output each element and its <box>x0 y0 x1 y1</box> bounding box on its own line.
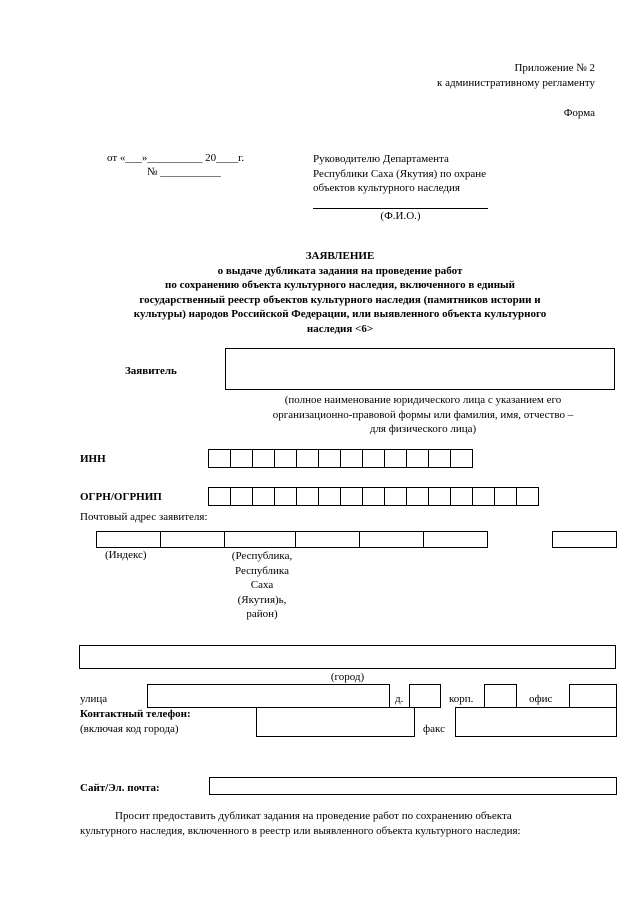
phone-label: Контактный телефон: <box>80 708 191 720</box>
address-extra-field[interactable] <box>552 531 617 548</box>
inn-cell[interactable] <box>318 449 341 468</box>
recipient-line: Руководителю Департамента <box>313 153 449 165</box>
ogrn-cell[interactable] <box>516 487 539 506</box>
fax-label: факс <box>423 723 445 735</box>
inn-label: ИНН <box>80 453 106 465</box>
inn-cell[interactable] <box>340 449 363 468</box>
applicant-hint-line: (полное наименование юридического лица с указанием его <box>284 394 562 406</box>
applicant-label: Заявитель <box>125 365 177 377</box>
inn-cell[interactable] <box>428 449 451 468</box>
address-label: Почтовый адрес заявителя: <box>80 511 208 523</box>
inn-cell[interactable] <box>296 449 319 468</box>
title-heading: ЗАЯВЛЕНИЕ <box>305 250 375 262</box>
street-label: улица <box>80 693 108 705</box>
ogrn-cell[interactable] <box>274 487 297 506</box>
office-field[interactable] <box>569 684 617 708</box>
index-caption: (Индекс) <box>105 549 147 561</box>
address-segment-field[interactable] <box>160 531 225 548</box>
title-line: культуры) народов Российской Федерации, или выявленного объекта культурного <box>133 308 547 320</box>
ogrn-label: ОГРН/ОГРНИП <box>80 491 162 503</box>
inn-cells[interactable] <box>208 449 473 468</box>
phone-field[interactable] <box>256 707 415 737</box>
inn-cell[interactable] <box>252 449 275 468</box>
city-caption: (город) <box>330 671 365 683</box>
date-line: от «___»__________ 20____г. <box>107 152 245 164</box>
address-segment-field[interactable] <box>295 531 360 548</box>
ogrn-cell[interactable] <box>230 487 253 506</box>
recipient-line: объектов культурного наследия <box>313 182 460 194</box>
title-line: государственный реестр объектов культурного наследия (памятников истории и <box>139 293 541 306</box>
applicant-hint-line: для физического лица) <box>369 423 477 435</box>
ogrn-cell[interactable] <box>384 487 407 506</box>
fio-signature-line[interactable] <box>313 208 488 209</box>
inn-cell[interactable] <box>362 449 385 468</box>
address-segment-field[interactable] <box>423 531 488 548</box>
ogrn-cell[interactable] <box>208 487 231 506</box>
address-segment-field[interactable] <box>359 531 424 548</box>
ogrn-cell[interactable] <box>318 487 341 506</box>
fio-caption: (Ф.И.О.) <box>380 210 421 222</box>
number-line: № ___________ <box>147 166 221 178</box>
inn-cell[interactable] <box>450 449 473 468</box>
office-label: офис <box>529 693 553 705</box>
region-caption <box>222 549 302 622</box>
appendix-label: Приложение № 2 <box>514 62 595 74</box>
region-caption-line: (Республика, <box>231 550 293 562</box>
street-field[interactable] <box>147 684 390 708</box>
title-line: наследия <6> <box>306 322 374 335</box>
house-field[interactable] <box>409 684 441 708</box>
title-line: о выдаче дубликата задания на проведение работ <box>217 264 463 277</box>
inn-cell[interactable] <box>208 449 231 468</box>
region-field[interactable] <box>224 531 296 548</box>
regulation-label: к административному регламенту <box>437 77 595 89</box>
applicant-field[interactable] <box>225 348 615 390</box>
region-caption-line: Саха <box>250 579 274 591</box>
phone-hint: (включая код города) <box>80 723 179 735</box>
recipient-line: Республики Саха (Якутия) по охране <box>313 167 487 180</box>
inn-cell[interactable] <box>274 449 297 468</box>
ogrn-cell[interactable] <box>296 487 319 506</box>
site-email-field[interactable] <box>209 777 617 795</box>
region-caption-line: район) <box>246 608 278 620</box>
address-segments <box>96 531 488 548</box>
request-line: Просит предоставить дубликат задания на проведение работ по сохранению объекта <box>115 810 512 822</box>
index-field[interactable] <box>96 531 161 548</box>
ogrn-cell[interactable] <box>340 487 363 506</box>
ogrn-cell[interactable] <box>472 487 495 506</box>
site-email-label: Сайт/Эл. почта: <box>80 782 160 794</box>
ogrn-cell[interactable] <box>252 487 275 506</box>
ogrn-cell[interactable] <box>406 487 429 506</box>
ogrn-cell[interactable] <box>494 487 517 506</box>
city-field[interactable] <box>79 645 616 669</box>
inn-cell[interactable] <box>230 449 253 468</box>
ogrn-cell[interactable] <box>450 487 473 506</box>
document-title <box>70 249 610 336</box>
title-line: по сохранению объекта культурного наследия, включенного в единый <box>165 279 515 291</box>
building-label: корп. <box>449 693 474 705</box>
inn-cell[interactable] <box>406 449 429 468</box>
form-label: Форма <box>563 107 595 119</box>
request-line: культурного наследия, включенного в реестр или выявленного объекта культурного наследия: <box>80 825 521 837</box>
fax-field[interactable] <box>455 707 617 737</box>
applicant-hint-line: организационно-правовой формы или фамилия, имя, отчество – <box>272 408 574 421</box>
region-caption-line: Республика <box>234 564 289 577</box>
ogrn-cell[interactable] <box>428 487 451 506</box>
applicant-hint <box>228 393 618 437</box>
house-label: д. <box>395 693 404 705</box>
region-caption-line: (Якутия)ь, <box>237 593 287 606</box>
building-field[interactable] <box>484 684 517 708</box>
ogrn-cells[interactable] <box>208 487 539 506</box>
inn-cell[interactable] <box>384 449 407 468</box>
recipient-block <box>313 152 486 196</box>
ogrn-cell[interactable] <box>362 487 385 506</box>
